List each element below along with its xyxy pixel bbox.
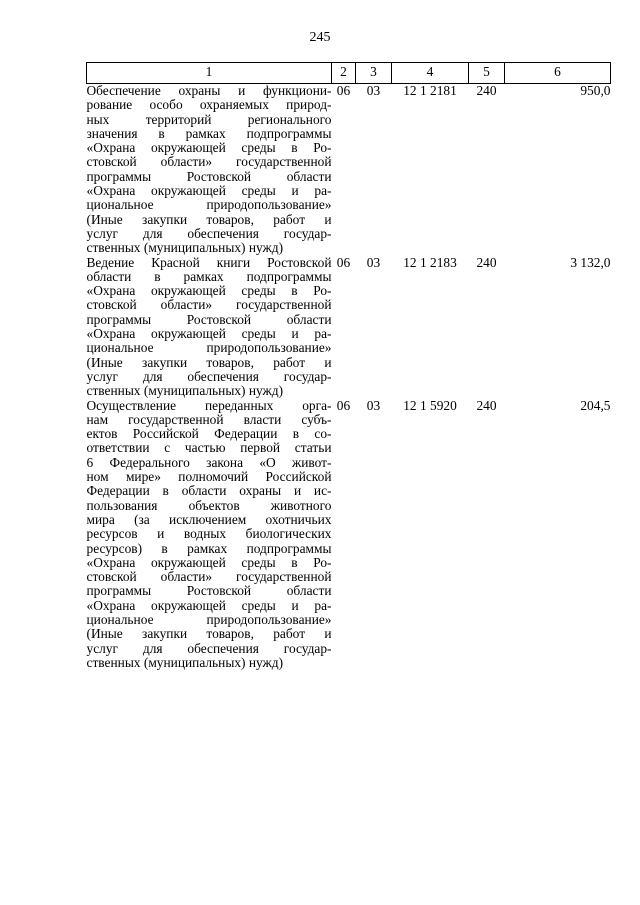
description-line: Федерации в области охраны и ис- — [86, 483, 332, 499]
description-line: «Охрана окружающей среды в Ро- — [86, 554, 332, 570]
description-line: мира (за исключением охотничьих — [86, 511, 332, 527]
description-line: ответствии с частью первой статьи — [86, 440, 332, 456]
description-line: нам государственной власти субъ- — [86, 411, 332, 427]
cell-target-article: 12 1 2181 — [403, 83, 457, 98]
header-col-4: 4 — [392, 63, 469, 84]
description-line: области в рамках подпрограммы — [86, 268, 332, 284]
description-line: Осуществление переданных орга- — [86, 397, 332, 413]
cell-expense-type: 240 — [476, 83, 497, 98]
description-line: «Охрана окружающей среды и ра- — [86, 597, 332, 613]
description-line: услуг для обеспечения государ- — [86, 368, 332, 384]
description-line: «Охрана окружающей среды в Ро- — [86, 140, 332, 156]
description-line: пользования объектов животного — [86, 497, 332, 513]
description-line: Ведение Красной книги Ростовской — [86, 254, 332, 270]
cell-section: 06 — [336, 83, 351, 98]
cell-subsection: 03 — [366, 397, 381, 413]
description-line: программы Ростовской области — [86, 311, 332, 327]
table-row — [87, 399, 611, 671]
description-line: циональное природопользование» — [86, 197, 332, 213]
header-col-2: 2 — [332, 63, 356, 84]
description-line: ном мире» полномочий Российской — [86, 469, 332, 485]
description-line: программы Ростовской области — [86, 583, 332, 599]
description-line: ресурсов) в рамках подпрограммы — [86, 540, 332, 556]
description-line: ектов Российской Федерации в со- — [86, 426, 332, 442]
cell-section: 06 — [336, 254, 351, 270]
cell-amount: 3 132,0 — [570, 254, 611, 270]
description-line: рование особо охраняемых природ- — [86, 97, 332, 113]
table-row — [87, 84, 611, 256]
cell-expense-type: 240 — [476, 254, 497, 270]
description-line: циональное природопользование» — [86, 611, 332, 627]
description-line: 6 Федерального закона «О живот- — [86, 454, 332, 470]
row-description — [87, 84, 332, 256]
description-line: стовской области» государственной — [86, 297, 332, 313]
table-row — [87, 256, 611, 399]
description-line: стовской области» государственной — [86, 569, 332, 585]
description-line: ственных (муниципальных) нужд) — [86, 654, 284, 670]
cell-amount: 950,0 — [580, 83, 611, 98]
cell-amount: 204,5 — [580, 397, 611, 413]
page-number: 245 — [309, 30, 331, 45]
description-line: «Охрана окружающей среды и ра- — [86, 326, 332, 342]
budget-table — [86, 62, 611, 670]
description-line: услуг для обеспечения государ- — [86, 225, 332, 241]
description-line: ресурсов и водных биологических — [86, 526, 332, 542]
cell-target-article: 12 1 2183 — [403, 254, 457, 270]
description-line: ственных (муниципальных) нужд) — [86, 240, 284, 256]
cell-expense-type: 240 — [476, 397, 497, 413]
description-line: стовской области» государственной — [86, 154, 332, 170]
description-line: циональное природопользование» — [86, 340, 332, 356]
cell-subsection: 03 — [366, 83, 381, 98]
header-col-5: 5 — [469, 63, 505, 84]
description-line: (Иные закупки товаров, работ и — [86, 211, 332, 227]
table-header-row — [87, 63, 611, 84]
header-col-6: 6 — [505, 63, 611, 84]
description-line: услуг для обеспечения государ- — [86, 640, 332, 656]
cell-section: 06 — [336, 397, 351, 413]
header-col-1: 1 — [87, 63, 332, 84]
cell-subsection: 03 — [366, 254, 381, 270]
description-line: «Охрана окружающей среды в Ро- — [86, 283, 332, 299]
row-description — [87, 399, 332, 671]
description-line: ственных (муниципальных) нужд) — [86, 383, 284, 399]
description-line: ных территорий регионального — [86, 111, 332, 127]
header-col-3: 3 — [356, 63, 392, 84]
description-line: программы Ростовской области — [86, 168, 332, 184]
description-line: значения в рамках подпрограммы — [86, 125, 332, 141]
description-line: (Иные закупки товаров, работ и — [86, 626, 332, 642]
description-line: (Иные закупки товаров, работ и — [86, 354, 332, 370]
description-line: «Охрана окружающей среды и ра- — [86, 183, 332, 199]
description-line: Обеспечение охраны и функциони- — [86, 83, 332, 98]
row-description — [87, 256, 332, 399]
cell-target-article: 12 1 5920 — [403, 397, 457, 413]
